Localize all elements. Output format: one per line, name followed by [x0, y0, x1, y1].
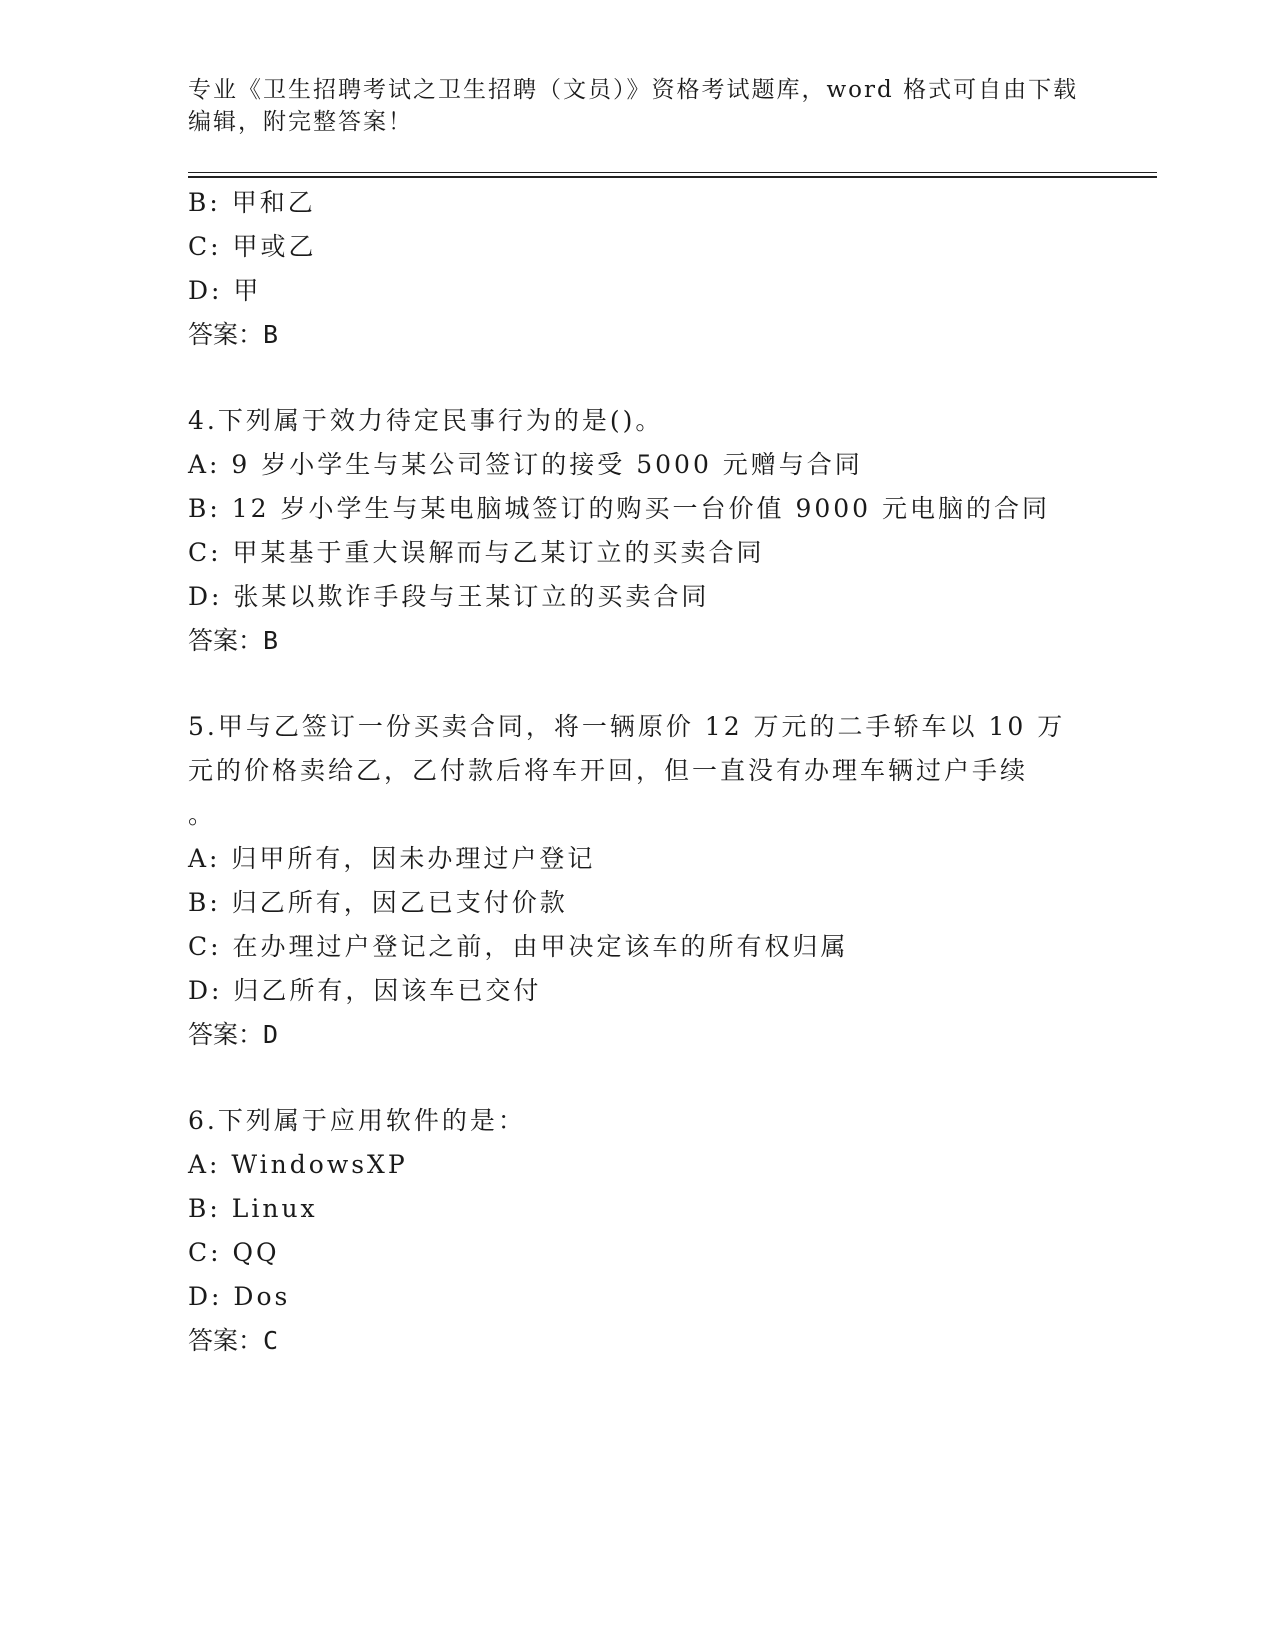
q5-question-line-3: 。 — [188, 800, 217, 829]
q5-option-c: C: 在办理过户登记之前，由甲决定该车的所有权归属 — [188, 932, 849, 961]
q6-option-b: B: Linux — [188, 1194, 318, 1223]
q3-option-c: C: 甲或乙 — [188, 232, 317, 261]
q4-option-a: A: 9 岁小学生与某公司签订的接受 5000 元赠与合同 — [188, 450, 863, 479]
q4-question: 4.下列属于效力待定民事行为的是()。 — [188, 406, 664, 435]
q4-answer: 答案：B — [188, 626, 279, 655]
q6-answer: 答案：C — [188, 1326, 279, 1355]
q6-option-a: A: WindowsXP — [188, 1150, 408, 1179]
q5-question-line-1: 5.甲与乙签订一份买卖合同，将一辆原价 12 万元的二手轿车以 10 万 — [188, 712, 1066, 741]
q4-option-b: B: 12 岁小学生与某电脑城签订的购买一台价值 9000 元电脑的合同 — [188, 494, 1051, 523]
q3-option-d: D: 甲 — [188, 276, 262, 305]
q4-option-c: C: 甲某基于重大误解而与乙某订立的买卖合同 — [188, 538, 765, 567]
header-title-line-2: 编辑，附完整答案！ — [188, 109, 413, 135]
q5-option-d: D: 归乙所有，因该车已交付 — [188, 976, 542, 1005]
header-divider-thin — [188, 172, 1157, 173]
q6-question: 6.下列属于应用软件的是： — [188, 1106, 526, 1135]
q5-option-b: B: 归乙所有，因乙已支付价款 — [188, 888, 568, 917]
q5-question-line-2: 元的价格卖给乙，乙付款后将车开回，但一直没有办理车辆过户手续 — [188, 756, 1029, 785]
q3-answer: 答案：B — [188, 320, 279, 349]
q5-answer: 答案：D — [188, 1020, 279, 1049]
q4-option-d: D: 张某以欺诈手段与王某订立的买卖合同 — [188, 582, 710, 611]
q5-option-a: A: 归甲所有，因未办理过户登记 — [188, 844, 596, 873]
q6-option-c: C: QQ — [188, 1238, 280, 1267]
q6-option-d: D: Dos — [188, 1282, 291, 1311]
header-title-line-1: 专业《卫生招聘考试之卫生招聘（文员）》资格考试题库，word 格式可自由下载 — [188, 77, 1079, 103]
document-header — [188, 74, 1088, 138]
header-divider-thick — [188, 176, 1157, 178]
q3-option-b: B: 甲和乙 — [188, 188, 316, 217]
